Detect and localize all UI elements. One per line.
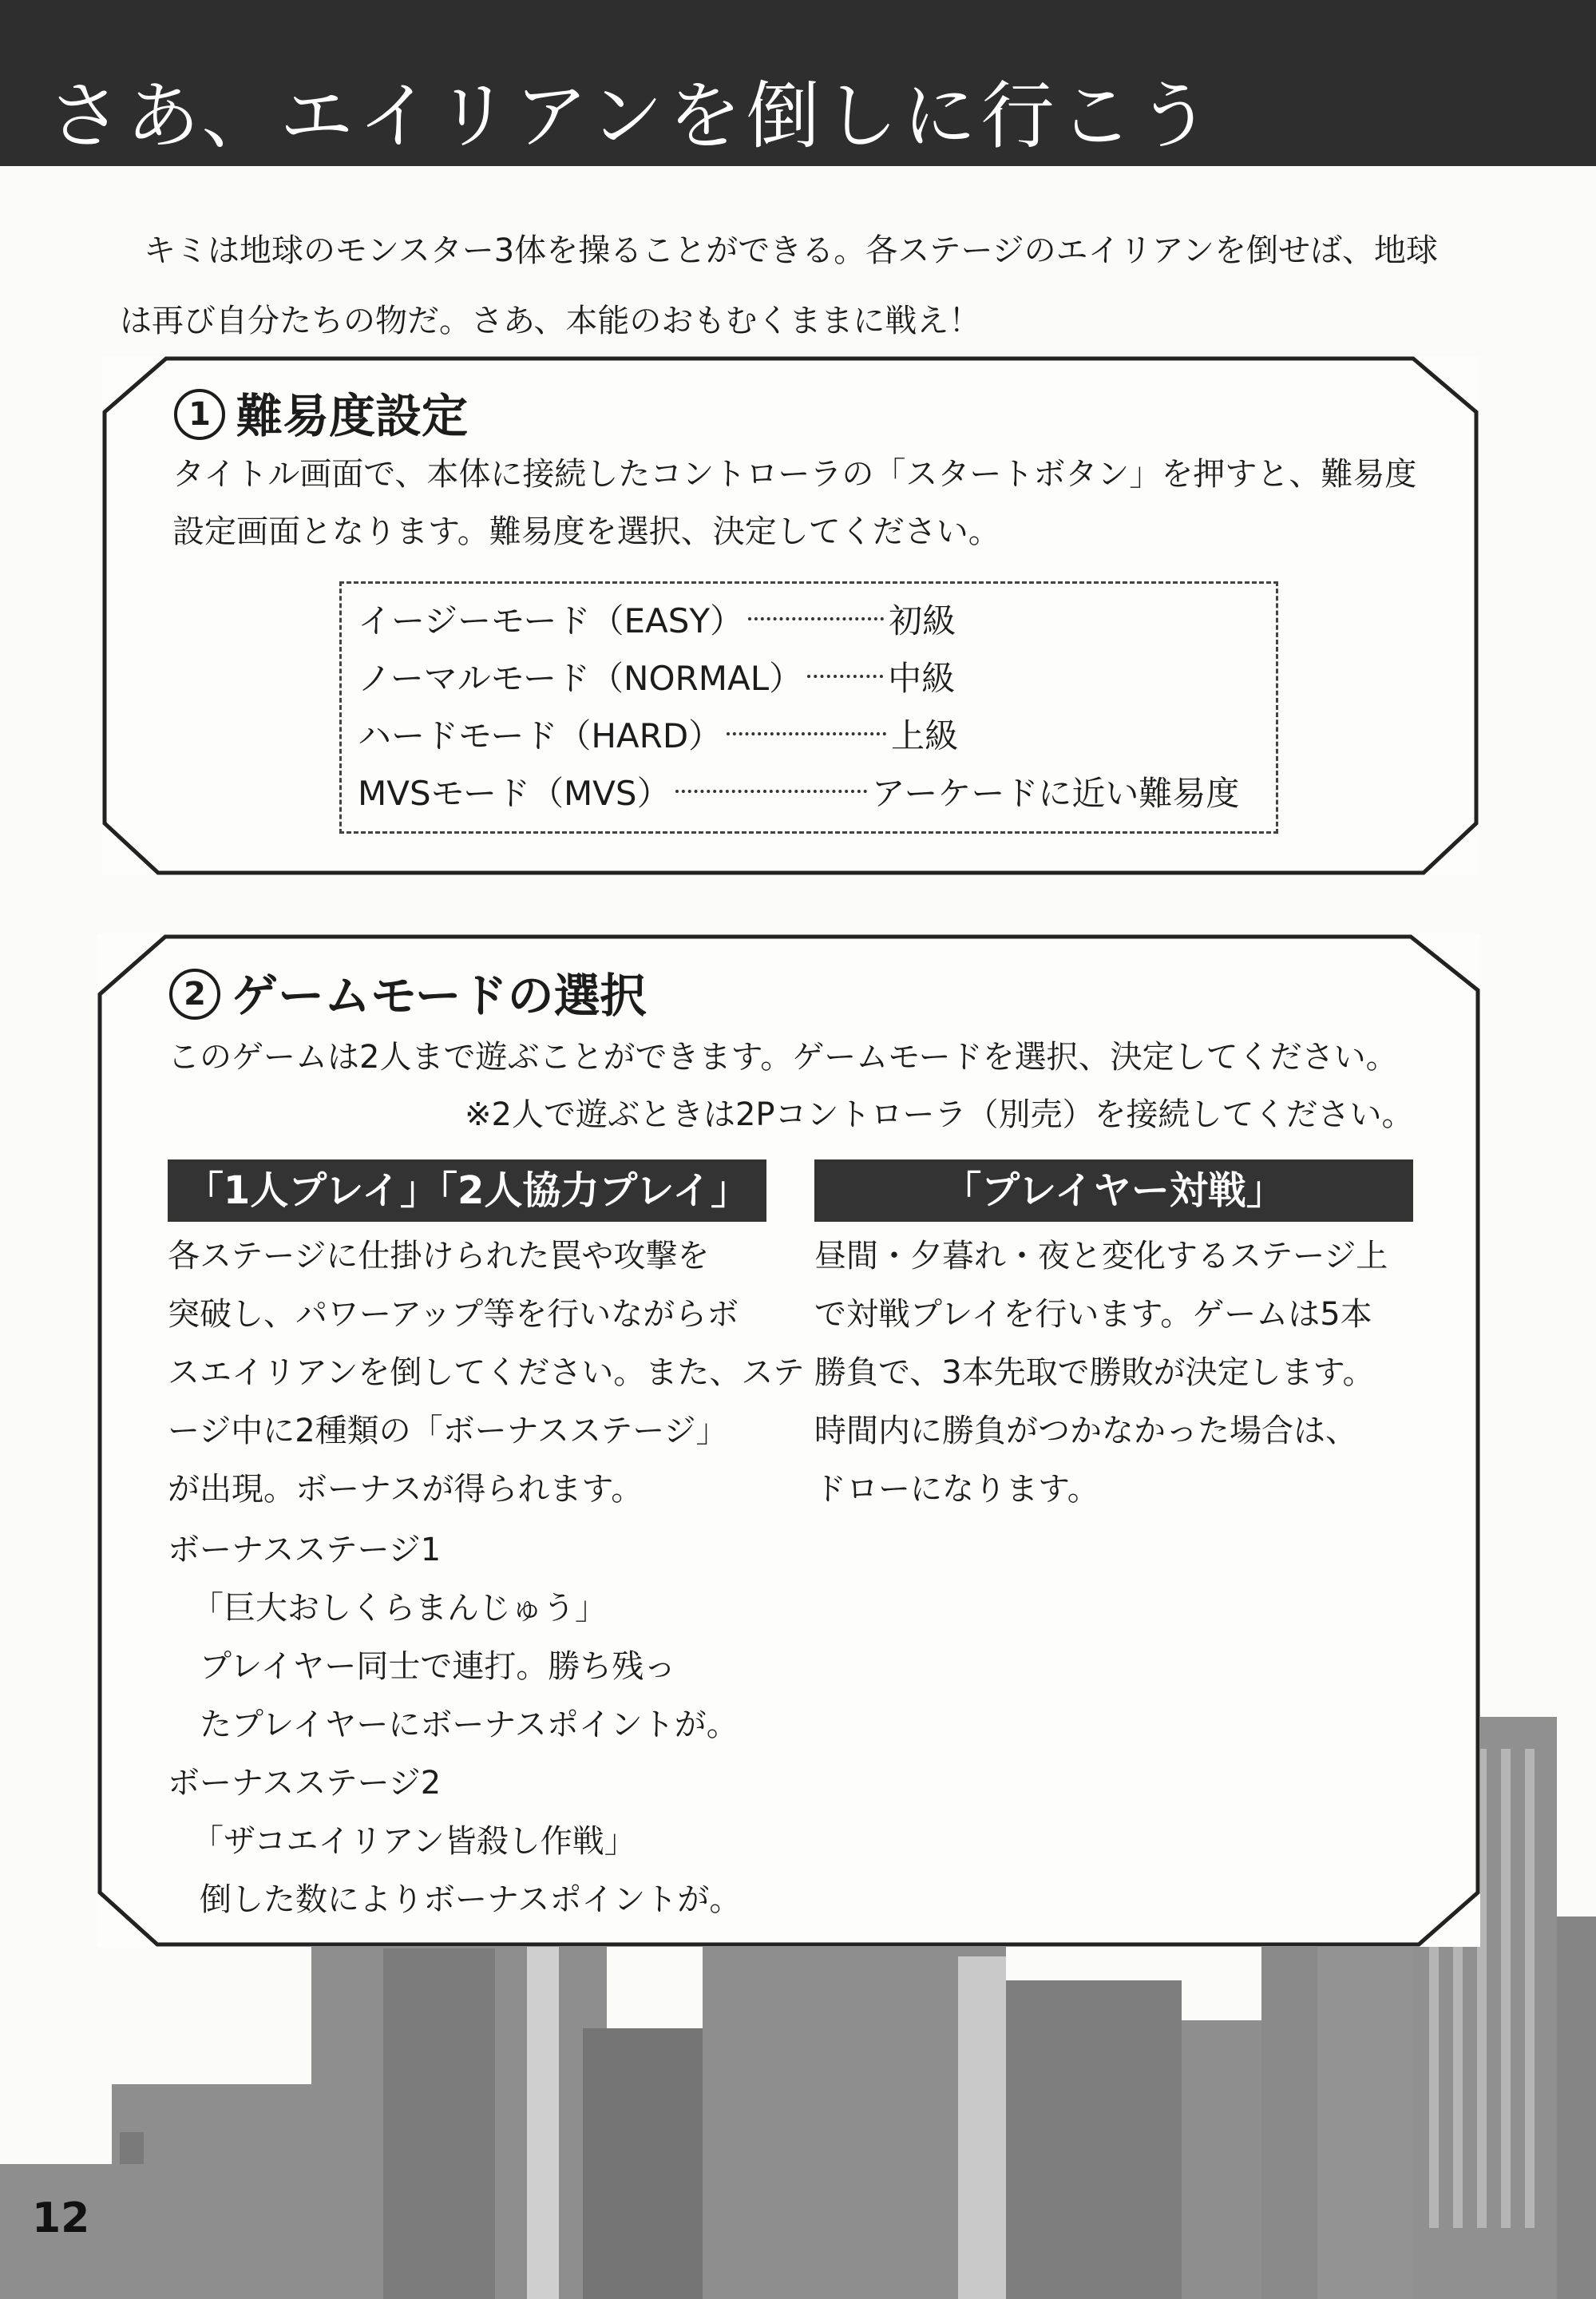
- page-number: 12: [32, 2194, 90, 2242]
- section-title-text: 難易度設定: [236, 389, 469, 443]
- bonus-stage-desc: 倒した数によりボーナスポイントが。: [200, 1881, 742, 1918]
- intro-line: は再び自分たちの物だ。さあ、本能のおもむくままに戦え！: [120, 303, 981, 339]
- difficulty-level: 上級: [891, 716, 959, 755]
- text-line: 時間内に勝負がつかなかった場合は、: [814, 1413, 1357, 1449]
- section-number: 1: [174, 389, 225, 440]
- bonus-stage-name: 「巨大おしくらまんじゅう」: [192, 1590, 607, 1627]
- versus-heading: 「プレイヤー対戦」: [814, 1159, 1413, 1222]
- section-text-line: タイトル画面で、本体に接続したコントローラの「スタートボタン」を押すと、難易度: [172, 456, 1417, 493]
- text-line: ージ中に2種類の「ボーナスステージ」: [168, 1413, 728, 1449]
- intro-paragraph: [120, 216, 1493, 356]
- section-text-line: このゲームは2人まで遊ぶことができます。ゲームモードを選択、決定してください。: [168, 1039, 1398, 1076]
- section-number: 2: [169, 969, 220, 1020]
- section-text-line: 設定画面となります。難易度を選択、決定してください。: [172, 513, 1000, 550]
- text-line: ドローになります。: [814, 1471, 1099, 1508]
- versus-description: [814, 1227, 1388, 1519]
- leader-dots: [727, 732, 886, 735]
- text-line: で対戦プレイを行います。ゲームは5本: [814, 1296, 1372, 1333]
- difficulty-level: 初級: [889, 601, 956, 640]
- section-title-text: ゲームモードの選択: [232, 969, 647, 1023]
- bonus-stage-desc: たプレイヤーにボーナスポイントが。: [200, 1706, 739, 1743]
- difficulty-row: [358, 710, 958, 758]
- text-line: 勝負で、3本先取で勝敗が決定します。: [814, 1354, 1375, 1391]
- single-coop-heading: 「1人プレイ」「2人協力プレイ」: [168, 1159, 766, 1222]
- difficulty-level: 中級: [888, 659, 956, 698]
- difficulty-table: [339, 581, 1278, 834]
- difficulty-mode: イージーモード（EASY）: [358, 601, 744, 640]
- section-title: [174, 379, 468, 446]
- leader-dots: [807, 675, 883, 678]
- bonus-stage-title: ボーナスステージ1: [168, 1532, 442, 1568]
- difficulty-mode: ハードモード（HARD）: [358, 716, 723, 755]
- text-line: が出現。ボーナスが得られます。: [168, 1471, 644, 1508]
- leader-dots: [675, 790, 867, 793]
- bonus-stage-list: [168, 1521, 741, 1929]
- text-line: 昼間・夕暮れ・夜と変化するステージ上: [814, 1238, 1388, 1274]
- section-note: ※2人で遊ぶときは2Pコントローラ（別売）を接続してください。: [465, 1096, 1414, 1133]
- difficulty-row: [358, 767, 1239, 815]
- section-title: [169, 958, 647, 1025]
- leader-dots: [748, 617, 884, 620]
- difficulty-row: [358, 652, 955, 700]
- page-title: さあ、エイリアンを倒しに行こう: [48, 73, 1216, 159]
- difficulty-mode: MVSモード（MVS）: [358, 774, 671, 813]
- single-coop-description: [168, 1227, 805, 1519]
- difficulty-level: アーケードに近い難易度: [871, 774, 1240, 813]
- bonus-stage-name: 「ザコエイリアン皆殺し作戦」: [192, 1823, 636, 1860]
- text-line: スエイリアンを倒してください。また、ステ: [168, 1354, 805, 1391]
- intro-line: キミは地球のモンスター3体を操ることができる。各ステージのエイリアンを倒せば、地球: [144, 232, 1439, 269]
- difficulty-row: [358, 595, 956, 643]
- bonus-stage-title: ボーナスステージ2: [168, 1765, 442, 1802]
- bonus-stage-desc: プレイヤー同士で連打。勝ち残っ: [200, 1648, 676, 1685]
- difficulty-mode: ノーマルモード（NORMAL）: [358, 659, 803, 698]
- text-line: 突破し、パワーアップ等を行いながらボ: [168, 1296, 739, 1333]
- text-line: 各ステージに仕掛けられた罠や攻撃を: [168, 1238, 710, 1274]
